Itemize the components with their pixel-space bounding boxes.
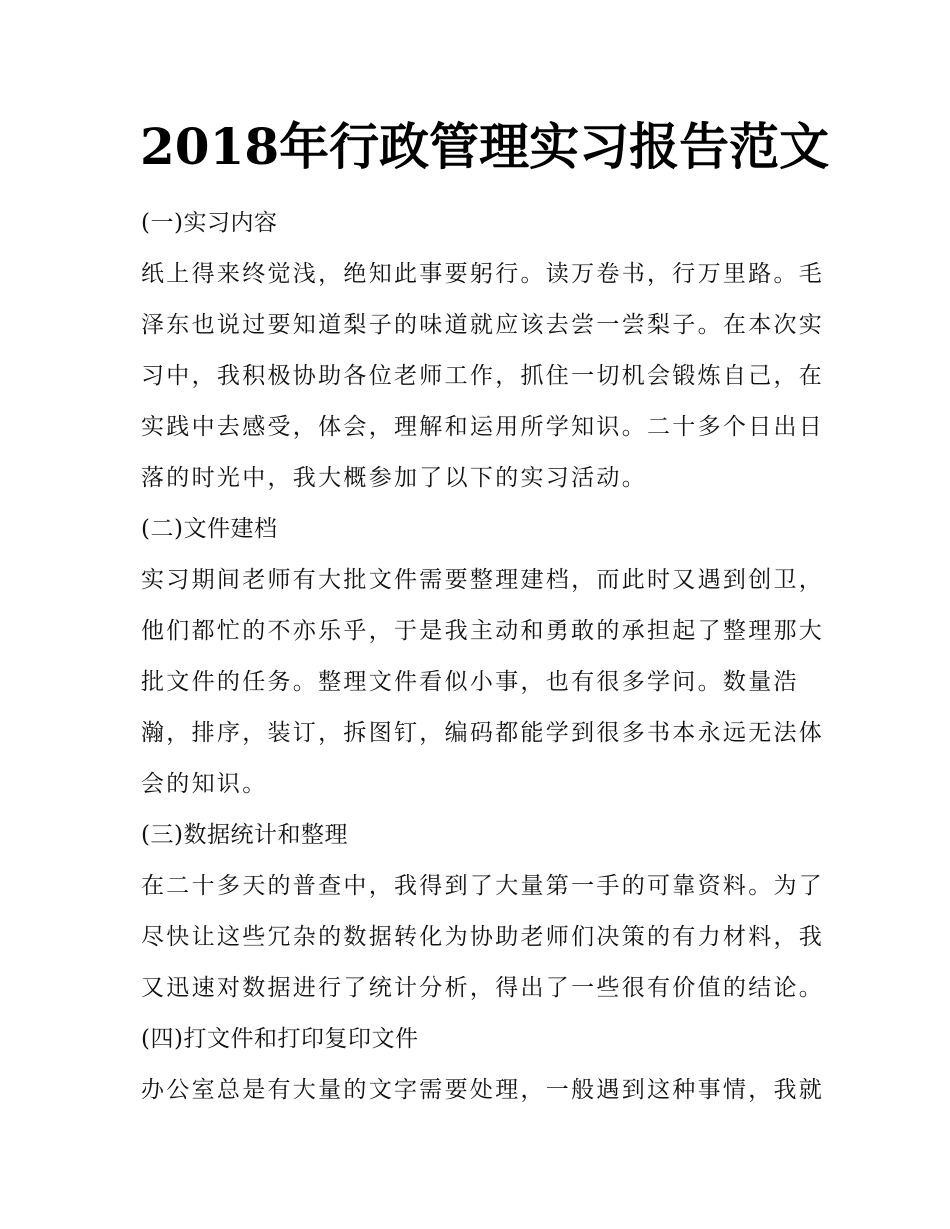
section-heading: (四)打文件和打印复印文件 <box>141 1026 419 1052</box>
paragraph-line: 批文件的任务。整理文件看似小事，也有很多学问。数量浩 <box>141 669 799 695</box>
section-heading: (二)文件建档 <box>141 516 278 542</box>
paragraph-line: 又迅速对数据进行了统计分析，得出了一些很有价值的结论。 <box>141 975 825 1001</box>
paragraph-line: 在二十多天的普查中，我得到了大量第一手的可靠资料。为了 <box>141 873 825 899</box>
paragraph-line: 实践中去感受，体会，理解和运用所学知识。二十多个日出日 <box>141 414 825 440</box>
document-body <box>141 198 825 1116</box>
paragraph-line: 会的知识。 <box>141 771 268 797</box>
section-heading: (三)数据统计和整理 <box>141 822 348 848</box>
paragraph-line: 习中，我积极协助各位老师工作，抓住一切机会锻炼自己，在 <box>141 363 825 389</box>
paragraph-line: 尽快让这些冗杂的数据转化为协助老师们决策的有力材料，我 <box>141 924 825 950</box>
paragraph-line: 纸上得来终觉浅，绝知此事要躬行。读万卷书，行万里路。毛 <box>141 261 825 287</box>
paragraph-line: 泽东也说过要知道梨子的味道就应该去尝一尝梨子。在本次实 <box>141 312 825 338</box>
paragraph-line: 落的时光中，我大概参加了以下的实习活动。 <box>141 465 647 491</box>
document-title: 2018年行政管理实习报告范文 <box>140 117 830 176</box>
paragraph-line: 实习期间老师有大批文件需要整理建档，而此时又遇到创卫， <box>141 567 825 593</box>
paragraph-line: 瀚，排序，装订，拆图钉，编码都能学到很多书本永远无法体 <box>141 720 825 746</box>
section-heading: (一)实习内容 <box>141 210 278 236</box>
paragraph-line: 办公室总是有大量的文字需要处理，一般遇到这种事情，我就 <box>141 1077 825 1103</box>
paragraph-line: 他们都忙的不亦乐乎，于是我主动和勇敢的承担起了整理那大 <box>141 618 825 644</box>
